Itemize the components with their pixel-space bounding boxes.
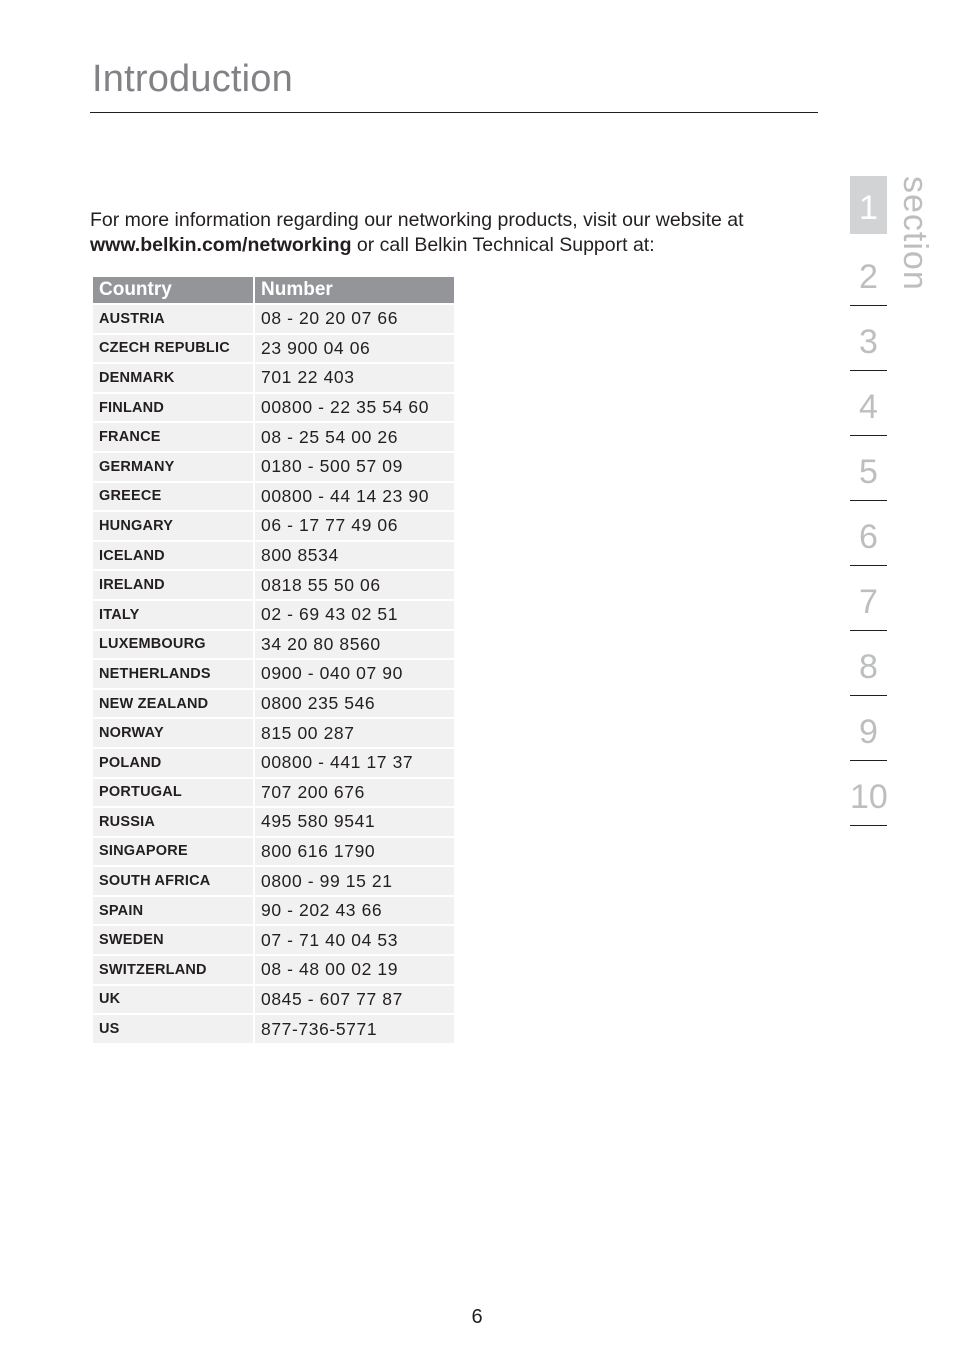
section-tab-3[interactable] xyxy=(850,306,887,371)
phone-number-cell: 800 616 1790 xyxy=(255,838,454,866)
table-header-row xyxy=(93,277,454,303)
table-body xyxy=(93,305,454,1043)
country-cell: DENMARK xyxy=(93,364,253,392)
phone-number-cell: 701 22 403 xyxy=(255,364,454,392)
phone-number-cell: 00800 - 44 14 23 90 xyxy=(255,483,454,511)
country-cell: AUSTRIA xyxy=(93,305,253,333)
table-row xyxy=(93,867,454,895)
phone-number-cell: 34 20 80 8560 xyxy=(255,631,454,659)
section-tab-8[interactable] xyxy=(850,631,887,696)
section-tab-5[interactable] xyxy=(850,436,887,501)
country-cell: FRANCE xyxy=(93,423,253,451)
phone-number-cell: 07 - 71 40 04 53 xyxy=(255,926,454,954)
table-row xyxy=(93,926,454,954)
table-row xyxy=(93,631,454,659)
country-cell: SWEDEN xyxy=(93,926,253,954)
country-cell: POLAND xyxy=(93,749,253,777)
section-tab-7[interactable] xyxy=(850,566,887,631)
country-cell: SPAIN xyxy=(93,897,253,925)
table-row xyxy=(93,483,454,511)
country-cell: UK xyxy=(93,986,253,1014)
section-tab-6[interactable] xyxy=(850,501,887,566)
table-row xyxy=(93,986,454,1014)
page-title: Introduction xyxy=(92,58,293,100)
phone-number-cell: 0800 235 546 xyxy=(255,690,454,718)
table-row xyxy=(93,838,454,866)
section-navigation xyxy=(850,176,887,826)
phone-number-cell: 0180 - 500 57 09 xyxy=(255,453,454,481)
table-row xyxy=(93,690,454,718)
table-row xyxy=(93,1015,454,1043)
section-tab-number: 10 xyxy=(850,778,888,816)
section-tab-number: 8 xyxy=(859,648,878,686)
website-url: www.belkin.com/networking xyxy=(90,234,352,256)
intro-paragraph xyxy=(90,208,810,258)
table-row xyxy=(93,808,454,836)
country-cell: PORTUGAL xyxy=(93,779,253,807)
country-cell: ITALY xyxy=(93,601,253,629)
country-cell: NEW ZEALAND xyxy=(93,690,253,718)
country-cell: GERMANY xyxy=(93,453,253,481)
table-row xyxy=(93,779,454,807)
phone-number-cell: 495 580 9541 xyxy=(255,808,454,836)
section-tab-10[interactable] xyxy=(850,761,887,826)
section-tab-1[interactable] xyxy=(850,176,887,234)
country-cell: HUNGARY xyxy=(93,512,253,540)
table-row xyxy=(93,542,454,570)
page-number: 6 xyxy=(471,1306,483,1328)
section-tab-number: 2 xyxy=(859,258,878,296)
table-row xyxy=(93,749,454,777)
country-cell: NORWAY xyxy=(93,719,253,747)
title-divider xyxy=(90,112,818,113)
intro-text-before: For more information regarding our networking products, visit our website at xyxy=(90,209,744,231)
table-row xyxy=(93,394,454,422)
country-cell: CZECH REPUBLIC xyxy=(93,335,253,363)
section-tab-4[interactable] xyxy=(850,371,887,436)
country-cell: RUSSIA xyxy=(93,808,253,836)
section-tab-number: 3 xyxy=(859,323,878,361)
phone-number-cell: 90 - 202 43 66 xyxy=(255,897,454,925)
country-cell: ICELAND xyxy=(93,542,253,570)
phone-number-cell: 0900 - 040 07 90 xyxy=(255,660,454,688)
table-row xyxy=(93,719,454,747)
phone-number-cell: 08 - 48 00 02 19 xyxy=(255,956,454,984)
phone-number-cell: 02 - 69 43 02 51 xyxy=(255,601,454,629)
phone-number-cell: 800 8534 xyxy=(255,542,454,570)
table-row xyxy=(93,956,454,984)
phone-number-cell: 0845 - 607 77 87 xyxy=(255,986,454,1014)
phone-number-cell: 815 00 287 xyxy=(255,719,454,747)
table-row xyxy=(93,423,454,451)
section-tab-9[interactable] xyxy=(850,696,887,761)
table-row xyxy=(93,305,454,333)
table-row xyxy=(93,453,454,481)
phone-number-cell: 00800 - 441 17 37 xyxy=(255,749,454,777)
section-tab-number: 5 xyxy=(859,453,878,491)
section-tab-number: 9 xyxy=(859,713,878,751)
support-phone-table xyxy=(91,275,456,1045)
section-tab-number: 6 xyxy=(859,518,878,556)
section-tab-2[interactable] xyxy=(850,241,887,306)
phone-number-cell: 877-736-5771 xyxy=(255,1015,454,1043)
section-tab-number: 1 xyxy=(859,189,878,227)
table-row xyxy=(93,512,454,540)
country-cell: US xyxy=(93,1015,253,1043)
phone-number-cell: 23 900 04 06 xyxy=(255,335,454,363)
table-row xyxy=(93,571,454,599)
phone-number-cell: 0800 - 99 15 21 xyxy=(255,867,454,895)
phone-number-cell: 00800 - 22 35 54 60 xyxy=(255,394,454,422)
intro-text-after: or call Belkin Technical Support at: xyxy=(351,234,655,256)
phone-number-cell: 0818 55 50 06 xyxy=(255,571,454,599)
phone-number-cell: 08 - 20 20 07 66 xyxy=(255,305,454,333)
table-row xyxy=(93,897,454,925)
country-cell: NETHERLANDS xyxy=(93,660,253,688)
country-cell: SINGAPORE xyxy=(93,838,253,866)
column-header-number: Number xyxy=(255,277,454,303)
phone-number-cell: 707 200 676 xyxy=(255,779,454,807)
section-tab-number: 7 xyxy=(859,583,878,621)
column-header-country: Country xyxy=(93,277,253,303)
phone-number-cell: 06 - 17 77 49 06 xyxy=(255,512,454,540)
phone-number-cell: 08 - 25 54 00 26 xyxy=(255,423,454,451)
table-row xyxy=(93,364,454,392)
section-label: section xyxy=(896,176,934,291)
country-cell: GREECE xyxy=(93,483,253,511)
country-cell: SOUTH AFRICA xyxy=(93,867,253,895)
table-row xyxy=(93,660,454,688)
country-cell: FINLAND xyxy=(93,394,253,422)
country-cell: IRELAND xyxy=(93,571,253,599)
country-cell: SWITZERLAND xyxy=(93,956,253,984)
section-tab-number: 4 xyxy=(859,388,878,426)
country-cell: LUXEMBOURG xyxy=(93,631,253,659)
table-row xyxy=(93,335,454,363)
table-row xyxy=(93,601,454,629)
